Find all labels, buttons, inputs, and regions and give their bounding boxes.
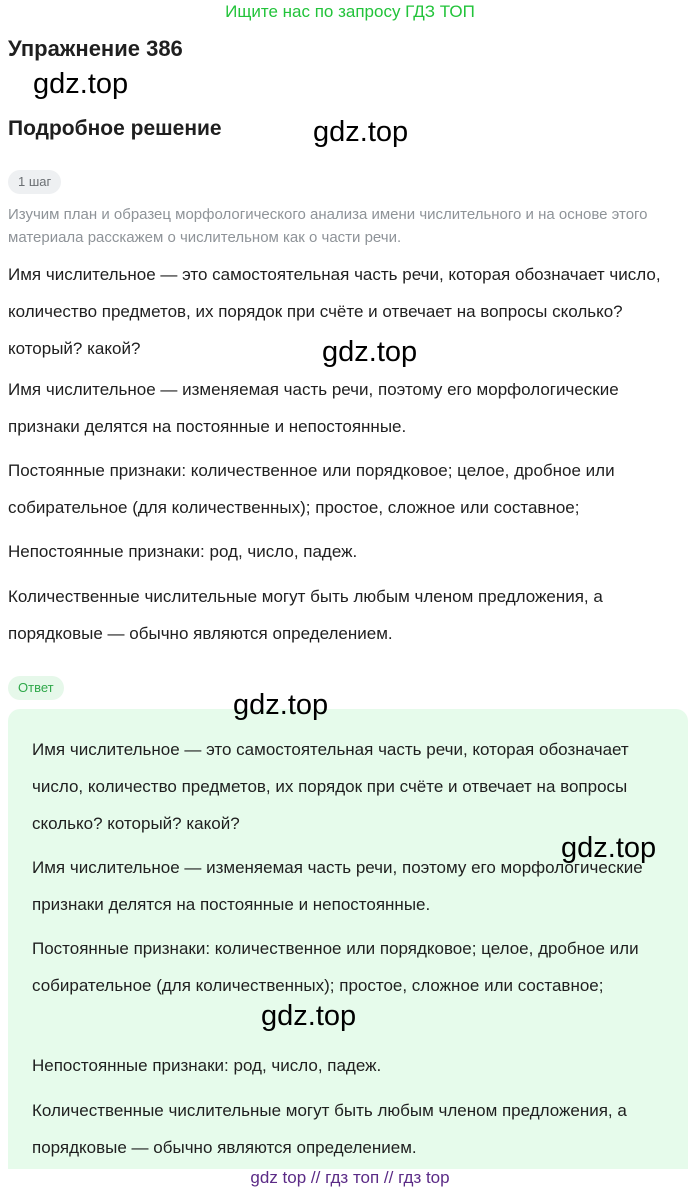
solution-paragraph: Количественные числительные могут быть любым членом предложения, а порядковые — обычно являются определением.	[8, 587, 603, 643]
solution-paragraph: Имя числительное — изменяемая часть речи, поэтому его морфологические признаки делятся на постоянные и непостоянные.	[8, 380, 619, 436]
answer-paragraph: Имя числительное — это самостоятельная часть речи, которая обозначает число, количество предметов, их порядок при счёте и отвечает на вопросы сколько? который? какой?	[32, 740, 629, 833]
solution-paragraph: Непостоянные признаки: род, число, падеж.	[8, 542, 358, 561]
answer-paragraph: Количественные числительные могут быть любым членом предложения, а порядковые — обычно являются определением.	[32, 1101, 627, 1157]
watermark: gdz.top	[233, 689, 329, 721]
solution-paragraph: Имя числительное — это самостоятельная часть речи, которая обозначает число, количество предметов, их порядок при счёте и отвечает на вопросы сколько? который? какой?	[8, 265, 661, 358]
top-banner: Ищите нас по запросу ГДЗ ТОП	[225, 2, 475, 21]
watermark: gdz.top	[33, 68, 129, 100]
answer-paragraph: Непостоянные признаки: род, число, падеж.	[32, 1056, 382, 1075]
step-intro-text: Изучим план и образец морфологического анализа имени числительного и на основе этого материала расскажем о числительном как о части речи.	[8, 206, 648, 246]
watermark: gdz.top	[313, 116, 409, 148]
answer-paragraph: Постоянные признаки: количественное или порядковое; целое, дробное или собирательное (для количественных); простое, сложное или составное;	[32, 939, 639, 995]
answer-paragraph: Имя числительное — изменяемая часть речи, поэтому его морфологические признаки делятся на постоянные и непостоянные.	[32, 858, 643, 914]
watermark: gdz.top	[561, 832, 657, 864]
exercise-title: Упражнение 386	[8, 36, 183, 61]
solution-title: Подробное решение	[8, 117, 222, 140]
watermark: gdz.top	[261, 1000, 357, 1032]
footer-links: gdz top // гдз топ // гдз top	[250, 1168, 450, 1187]
step-badge: 1 шаг	[8, 170, 61, 194]
watermark: gdz.top	[322, 336, 418, 368]
answer-badge: Ответ	[8, 676, 64, 700]
solution-paragraph: Постоянные признаки: количественное или порядковое; целое, дробное или собирательное (для количественных); простое, сложное или составное;	[8, 461, 615, 517]
